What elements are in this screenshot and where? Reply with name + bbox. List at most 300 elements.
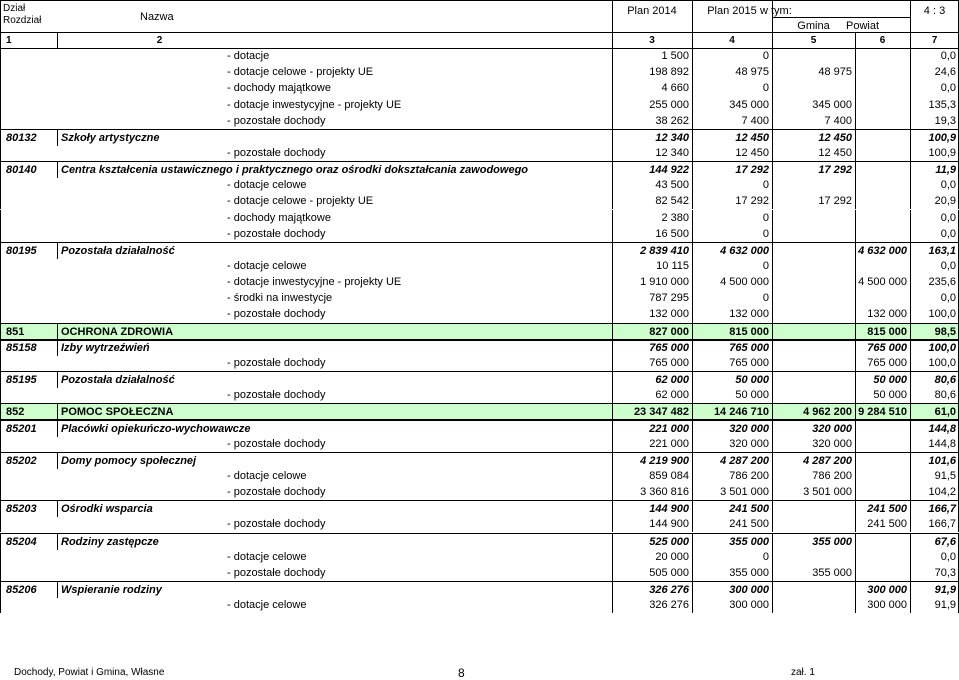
cell-rozdzial: [0, 177, 57, 193]
cell-nazwa: - dotacje celowe: [227, 260, 307, 272]
table-row: [0, 549, 959, 565]
cell-plan2015: 12 450: [735, 146, 769, 159]
header-dzial-rozdzial: [0, 1, 57, 33]
cell-ratio: 104,2: [928, 486, 956, 499]
cell-powiat: [855, 290, 910, 306]
rozdzial-row: [0, 371, 959, 388]
page-footer: [0, 664, 959, 680]
cell-rozdzial: [0, 387, 57, 403]
cell-gmina: [772, 274, 855, 290]
cell-ratio: 80,6: [934, 389, 956, 402]
cell-plan2015: 4 287 200: [720, 454, 769, 467]
cell-nazwa: - dochody majątkowe: [227, 82, 331, 95]
cell-powiat: [855, 420, 910, 436]
cell-rozdzial: [0, 226, 57, 242]
table-row: [0, 565, 959, 581]
cell-plan2015: 4 500 000: [720, 276, 769, 289]
cell-nazwa: - środki na inwestycje: [227, 292, 333, 305]
cell-ratio: 11,9: [935, 164, 956, 177]
cell-nazwa: - pozostałe dochody: [227, 114, 326, 127]
cell-rozdzial: [0, 484, 57, 500]
cell-plan2014: 1 910 000: [640, 276, 689, 289]
cell-gmina: 355 000: [812, 535, 852, 548]
cell-plan2014: 38 262: [655, 114, 689, 127]
cell-gmina: 12 450: [818, 131, 852, 144]
cell-gmina: 4 287 200: [803, 454, 852, 467]
cell-plan2015: 0: [762, 179, 769, 192]
cell-ratio: 19,3: [934, 114, 956, 127]
cell-powiat: 300 000: [867, 584, 907, 596]
cell-nazwa: - dochody majątkowe: [227, 211, 331, 224]
cell-plan2014: 62 000: [655, 374, 689, 387]
cell-gmina: 3 501 000: [803, 486, 852, 499]
table-row: [0, 355, 959, 371]
cell-ratio: 70,3: [934, 566, 956, 579]
cell-rozdzial: [0, 80, 57, 96]
cell-powiat: [855, 48, 910, 64]
cell-nazwa: Wspieranie rodziny: [61, 584, 162, 596]
cell-nazwa: - dotacje celowe: [227, 179, 307, 192]
cell-plan2014: 765 000: [649, 341, 689, 354]
cell-powiat: [855, 549, 910, 565]
cell-ratio: 0,0: [940, 82, 956, 95]
table-row: [0, 64, 959, 80]
rozdzial-row: [0, 500, 959, 517]
cell-powiat: 132 000: [867, 308, 907, 321]
cell-powiat: [855, 162, 910, 178]
cell-nazwa: - dotacje inwestycyjne - projekty UE: [227, 276, 402, 289]
cell-plan2014: 4 219 900: [640, 454, 689, 467]
cell-nazwa: - pozostałe dochody: [227, 308, 326, 321]
cell-ratio: 144,8: [928, 437, 956, 450]
cell-plan2014: 827 000: [649, 325, 689, 338]
cell-plan2015: 355 000: [729, 535, 769, 548]
cell-powiat: 765 000: [867, 341, 907, 354]
cell-nazwa: Ośrodki wsparcia: [61, 503, 153, 516]
table-row: [0, 290, 959, 306]
rozdzial-row: [0, 129, 959, 146]
cell-plan2015: 14 246 710: [713, 406, 769, 419]
cell-rozdzial: [0, 113, 57, 129]
cell-powiat: [855, 258, 910, 274]
footer-right: zał. 1: [791, 667, 815, 678]
cell-plan2014: 4 660: [661, 82, 689, 95]
cell-plan2014: 326 276: [649, 584, 689, 596]
cell-plan2014: 144 900: [649, 503, 689, 516]
cell-plan2014: 859 084: [649, 469, 689, 482]
cell-nazwa: OCHRONA ZDROWIA: [61, 325, 174, 338]
cell-plan2015: 300 000: [729, 584, 769, 596]
cell-gmina: [772, 80, 855, 96]
header-rozdzial: Rozdział: [3, 15, 42, 26]
cell-ratio: 235,6: [928, 276, 956, 289]
cell-ratio: 0,0: [940, 550, 956, 563]
cell-rozdzial: 85201: [6, 422, 37, 435]
table-header: [0, 0, 959, 33]
cell-rozdzial: 80195: [6, 244, 37, 257]
cell-rozdzial: 852: [6, 406, 25, 419]
cell-plan2015: 345 000: [729, 98, 769, 111]
cell-plan2014: 20 000: [655, 550, 689, 563]
cell-rozdzial: [0, 549, 57, 565]
cell-plan2014: 525 000: [649, 535, 689, 548]
cell-gmina: [772, 355, 855, 371]
cell-plan2015: 0: [762, 211, 769, 224]
cell-ratio: 166,7: [928, 518, 956, 531]
cell-powiat: [855, 534, 910, 550]
cell-gmina: [772, 324, 855, 340]
header-gmina: Gmina: [797, 20, 830, 32]
cell-plan2014: 255 000: [649, 98, 689, 111]
cell-nazwa: Pozostała działalność: [61, 374, 175, 387]
cell-nazwa: - pozostałe dochody: [227, 389, 326, 402]
cell-powiat: [855, 484, 910, 500]
table-row: [0, 436, 959, 452]
cell-ratio: 80,6: [934, 374, 956, 387]
cell-nazwa: Izby wytrzeźwień: [61, 341, 150, 354]
cell-plan2014: 765 000: [649, 356, 689, 369]
cell-plan2014: 1 500: [661, 50, 689, 63]
cell-gmina: [772, 290, 855, 306]
rozdzial-row: [0, 419, 959, 436]
cell-nazwa: - dotacje celowe: [227, 469, 307, 482]
cell-rozdzial: [0, 290, 57, 306]
cell-rozdzial: [0, 96, 57, 112]
cell-plan2014: 10 115: [656, 260, 689, 272]
cell-gmina: [772, 387, 855, 403]
cell-ratio: 91,9: [934, 599, 956, 612]
colnum-5: 5: [810, 35, 817, 46]
cell-powiat: 9 284 510: [858, 406, 907, 419]
colnum-7: 7: [931, 35, 938, 46]
cell-nazwa: - pozostałe dochody: [227, 356, 326, 369]
cell-ratio: 144,8: [928, 422, 956, 435]
cell-nazwa: - pozostałe dochody: [227, 437, 326, 450]
cell-plan2014: 12 340: [655, 146, 689, 159]
cell-ratio: 166,7: [928, 503, 956, 516]
cell-plan2014: 16 500: [655, 227, 689, 240]
cell-gmina: 17 292: [818, 195, 852, 208]
cell-plan2015: 132 000: [729, 308, 769, 321]
cell-plan2015: 7 400: [741, 114, 769, 127]
cell-gmina: 48 975: [818, 66, 852, 79]
cell-gmina: [772, 516, 855, 532]
cell-rozdzial: 851: [6, 325, 25, 338]
cell-ratio: 20,9: [934, 195, 956, 208]
cell-plan2015: 0: [762, 50, 769, 63]
cell-plan2014: 326 276: [649, 599, 689, 612]
cell-nazwa: - dotacje celowe - projekty UE: [227, 66, 374, 79]
cell-nazwa: Pozostała działalność: [61, 244, 175, 257]
cell-rozdzial: 80132: [6, 131, 37, 144]
cell-ratio: 91,9: [934, 584, 956, 596]
cell-ratio: 100,9: [928, 131, 956, 144]
cell-plan2014: 144 922: [649, 164, 689, 177]
cell-gmina: 345 000: [812, 98, 852, 111]
cell-gmina: 4 962 200: [803, 406, 852, 419]
cell-plan2015: 48 975: [735, 66, 769, 79]
cell-rozdzial: [0, 436, 57, 452]
table-row: [0, 177, 959, 193]
cell-powiat: [855, 226, 910, 242]
cell-powiat: [855, 210, 910, 226]
cell-powiat: [855, 436, 910, 452]
cell-powiat: [855, 468, 910, 484]
cell-powiat: 815 000: [867, 325, 907, 338]
cell-nazwa: - dotacje celowe - projekty UE: [227, 195, 374, 208]
rozdzial-row: [0, 339, 959, 356]
cell-ratio: 101,6: [928, 454, 956, 467]
cell-powiat: [855, 130, 910, 146]
cell-ratio: 0,0: [940, 179, 956, 192]
header-ratio: 4 : 3: [923, 5, 946, 17]
cell-plan2015: 320 000: [729, 437, 769, 450]
header-dzial: Dział: [3, 3, 26, 14]
cell-plan2015: 0: [762, 292, 769, 305]
cell-plan2015: 17 292: [735, 164, 769, 177]
cell-powiat: [855, 80, 910, 96]
footer-left: Dochody, Powiat i Gmina, Własne: [14, 667, 165, 678]
cell-nazwa: Centra kształcenia ustawicznego i praktycznego oraz ośrodki dokształcania zawodowego: [61, 164, 529, 177]
table-row: [0, 484, 959, 500]
cell-ratio: 100,0: [928, 308, 956, 321]
cell-gmina: [772, 597, 855, 613]
cell-plan2015: 50 000: [735, 374, 769, 387]
cell-plan2015: 4 632 000: [720, 244, 769, 257]
cell-plan2014: 12 340: [655, 131, 689, 144]
cell-plan2015: 355 000: [729, 566, 769, 579]
cell-nazwa: - dotacje celowe: [227, 599, 307, 612]
column-numbers: [0, 32, 959, 49]
cell-gmina: [772, 177, 855, 193]
cell-ratio: 100,9: [928, 146, 956, 159]
table-row: [0, 80, 959, 96]
cell-ratio: 135,3: [928, 98, 956, 111]
cell-gmina: 786 200: [812, 469, 852, 482]
rozdzial-row: [0, 581, 959, 598]
cell-nazwa: - pozostałe dochody: [227, 227, 326, 240]
cell-powiat: 50 000: [873, 374, 907, 387]
cell-plan2015: 320 000: [729, 422, 769, 435]
cell-plan2015: 765 000: [729, 341, 769, 354]
cell-plan2015: 0: [762, 550, 769, 563]
table-row: [0, 48, 959, 64]
header-nazwa: Nazwa: [140, 11, 174, 23]
cell-plan2014: 132 000: [649, 308, 689, 321]
cell-gmina: 355 000: [812, 566, 852, 579]
cell-gmina: [772, 340, 855, 356]
cell-rozdzial: [0, 210, 57, 226]
cell-ratio: 100,0: [928, 356, 956, 369]
header-plan2015: Plan 2015: [707, 5, 757, 17]
cell-ratio: 91,5: [934, 469, 956, 482]
cell-ratio: 100,0: [928, 341, 956, 354]
cell-plan2014: 43 500: [655, 179, 689, 192]
cell-nazwa: Domy pomocy społecznej: [61, 454, 197, 467]
colnum-4: 4: [729, 35, 735, 46]
cell-rozdzial: [0, 355, 57, 371]
cell-ratio: 0,0: [940, 50, 956, 63]
cell-plan2014: 23 347 482: [633, 406, 689, 419]
cell-ratio: 24,6: [934, 66, 956, 79]
table-row: [0, 113, 959, 129]
cell-ratio: 0,0: [940, 211, 956, 224]
table-row: [0, 387, 959, 403]
cell-powiat: [855, 565, 910, 581]
cell-powiat: [855, 113, 910, 129]
cell-rozdzial: 85203: [6, 503, 37, 516]
cell-plan2014: 221 000: [649, 437, 689, 450]
cell-powiat: [855, 193, 910, 209]
cell-rozdzial: 80140: [6, 164, 37, 177]
cell-ratio: 0,0: [940, 260, 956, 272]
header-powiat: Powiat: [845, 20, 880, 32]
cell-rozdzial: 85202: [6, 454, 37, 467]
cell-gmina: 12 450: [818, 146, 852, 159]
cell-powiat: 50 000: [873, 389, 907, 402]
cell-rozdzial: [0, 193, 57, 209]
cell-ratio: 0,0: [940, 227, 956, 240]
cell-rozdzial: [0, 468, 57, 484]
cell-plan2015: 17 292: [735, 195, 769, 208]
cell-plan2014: 2 380: [661, 211, 689, 224]
table-row: [0, 306, 959, 322]
colnum-1: 1: [6, 35, 12, 46]
cell-nazwa: - pozostałe dochody: [227, 486, 326, 499]
cell-plan2014: 82 542: [655, 195, 689, 208]
cell-plan2015: 3 501 000: [720, 486, 769, 499]
table-row: [0, 468, 959, 484]
table-row: [0, 96, 959, 112]
colnum-2: 2: [156, 35, 163, 46]
cell-powiat: [855, 64, 910, 80]
rozdzial-row: [0, 161, 959, 178]
cell-rozdzial: [0, 597, 57, 613]
cell-plan2014: 198 892: [649, 66, 689, 79]
cell-gmina: [772, 501, 855, 517]
cell-powiat: 765 000: [867, 356, 907, 369]
cell-powiat: 4 632 000: [858, 244, 907, 257]
table-row: [0, 145, 959, 161]
cell-nazwa: - pozostałe dochody: [227, 566, 326, 579]
cell-nazwa: - pozostałe dochody: [227, 518, 326, 531]
cell-plan2014: 3 360 816: [640, 486, 689, 499]
cell-plan2015: 786 200: [729, 469, 769, 482]
cell-gmina: 320 000: [812, 437, 852, 450]
cell-plan2015: 765 000: [729, 356, 769, 369]
cell-plan2014: 221 000: [649, 422, 689, 435]
cell-powiat: 241 500: [867, 503, 907, 516]
cell-rozdzial: [0, 516, 57, 532]
cell-nazwa: - dotacje celowe: [227, 550, 307, 563]
rozdzial-row: [0, 533, 959, 550]
colnum-6: 6: [879, 35, 886, 46]
cell-gmina: 7 400: [824, 114, 852, 127]
cell-gmina: [772, 210, 855, 226]
cell-ratio: 163,1: [928, 244, 956, 257]
cell-gmina: [772, 48, 855, 64]
cell-rozdzial: 85195: [6, 374, 37, 387]
cell-rozdzial: [0, 274, 57, 290]
rozdzial-row: [0, 452, 959, 469]
cell-ratio: 61,0: [934, 406, 956, 419]
cell-gmina: [772, 372, 855, 388]
cell-powiat: 300 000: [867, 599, 907, 612]
cell-plan2015: 0: [762, 82, 769, 95]
cell-powiat: [855, 145, 910, 161]
cell-gmina: [772, 306, 855, 322]
cell-nazwa: - dotacje: [227, 50, 270, 63]
cell-ratio: 98,5: [934, 325, 956, 338]
header-wtym: w tym:: [760, 5, 792, 17]
cell-powiat: [855, 177, 910, 193]
cell-rozdzial: [0, 48, 57, 64]
cell-nazwa: - dotacje inwestycyjne - projekty UE: [227, 98, 402, 111]
cell-nazwa: Placówki opiekuńczo-wychowawcze: [61, 422, 251, 435]
cell-ratio: 67,6: [934, 535, 956, 548]
cell-plan2015: 815 000: [729, 325, 769, 338]
cell-nazwa: Rodziny zastępcze: [61, 535, 159, 548]
cell-plan2014: 787 295: [649, 292, 689, 305]
cell-gmina: [772, 582, 855, 598]
cell-nazwa: POMOC SPOŁECZNA: [61, 406, 174, 419]
cell-plan2015: 241 500: [729, 518, 769, 531]
cell-nazwa: - pozostałe dochody: [227, 146, 326, 159]
table-row: [0, 210, 959, 226]
cell-powiat: 4 500 000: [858, 276, 907, 289]
table-row: [0, 193, 959, 209]
cell-gmina: [772, 549, 855, 565]
cell-rozdzial: [0, 64, 57, 80]
cell-gmina: [772, 258, 855, 274]
cell-plan2014: 2 839 410: [640, 244, 689, 257]
cell-plan2015: 50 000: [735, 389, 769, 402]
cell-rozdzial: 85204: [6, 535, 37, 548]
cell-ratio: 0,0: [940, 292, 956, 305]
cell-rozdzial: [0, 258, 57, 274]
table-row: [0, 274, 959, 290]
table-row: [0, 258, 959, 274]
cell-rozdzial: [0, 565, 57, 581]
cell-nazwa: Szkoły artystyczne: [61, 131, 160, 144]
cell-plan2014: 505 000: [649, 566, 689, 579]
cell-powiat: [855, 96, 910, 112]
rozdzial-row: [0, 242, 959, 259]
cell-powiat: 241 500: [867, 518, 907, 531]
table-row: [0, 226, 959, 242]
cell-plan2015: 0: [762, 260, 769, 272]
cell-rozdzial: [0, 145, 57, 161]
cell-rozdzial: 85158: [6, 341, 37, 354]
cell-plan2015: 241 500: [729, 503, 769, 516]
cell-powiat: [855, 453, 910, 469]
page-number: 8: [458, 666, 465, 680]
cell-gmina: [772, 243, 855, 259]
table-row: [0, 597, 959, 613]
cell-gmina: [772, 226, 855, 242]
cell-plan2014: 62 000: [655, 389, 689, 402]
cell-plan2015: 12 450: [735, 131, 769, 144]
cell-plan2015: 0: [762, 227, 769, 240]
cell-rozdzial: [0, 306, 57, 322]
cell-plan2015: 300 000: [729, 599, 769, 612]
cell-plan2014: 144 900: [649, 518, 689, 531]
cell-gmina: 320 000: [812, 422, 852, 435]
header-plan2014: Plan 2014: [627, 5, 677, 17]
cell-rozdzial: 85206: [6, 584, 37, 596]
colnum-3: 3: [649, 35, 655, 46]
table-row: [0, 516, 959, 532]
